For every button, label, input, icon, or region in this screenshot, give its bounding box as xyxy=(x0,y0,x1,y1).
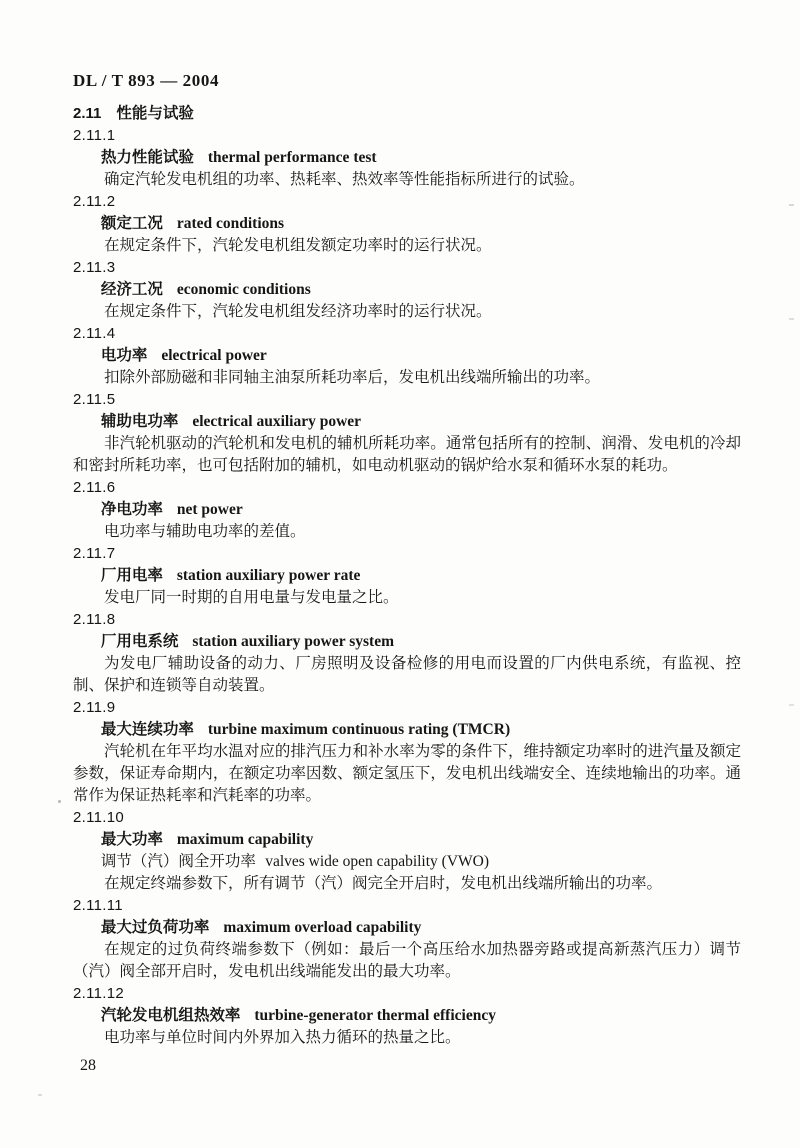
term-line xyxy=(73,345,741,367)
term-entry xyxy=(73,543,741,609)
term-english: rated conditions xyxy=(176,215,285,232)
term-english: net power xyxy=(176,501,243,518)
term-line xyxy=(73,499,741,521)
term-chinese: 汽轮发电机组热效率 xyxy=(100,1007,241,1024)
term-english: electrical auxiliary power xyxy=(192,413,362,430)
definition-text: 扣除外部励磁和非同轴主油泵所耗功率后，发电机出线端所输出的功率。 xyxy=(104,369,601,386)
document-code: DL / T 893 — 2004 xyxy=(73,71,220,90)
scan-artifact xyxy=(789,318,794,320)
document-page xyxy=(73,70,741,1077)
definition-text: 非汽轮机驱动的汽轮机和发电机的辅机所耗功率。通常包括所有的控制、润滑、发电机的冷却和密封所耗功率，也可包括附加的辅机，如电动机驱动的锅炉给水泵和循环水泵的耗功。 xyxy=(73,435,741,474)
term-entry xyxy=(73,125,741,191)
entry-number: 2.11.5 xyxy=(73,391,116,408)
definition-text: 在规定的过负荷终端参数下（例如：最后一个高压给水加热器旁路或提高新蒸汽压力）调节（汽）阀全部开启时，发电机出线端能发出的最大功率。 xyxy=(73,941,741,980)
term-chinese: 最大过负荷功率 xyxy=(100,919,210,936)
entry-number: 2.11.7 xyxy=(73,545,116,562)
entry-number: 2.11.9 xyxy=(73,699,116,716)
term-chinese: 辅助电功率 xyxy=(100,413,179,430)
term-entry xyxy=(73,895,741,983)
entry-number: 2.11.6 xyxy=(73,479,116,496)
term-chinese: 净电功率 xyxy=(100,501,163,518)
term-line xyxy=(73,411,741,433)
scan-artifact xyxy=(58,800,61,803)
section-heading xyxy=(73,103,741,125)
term-chinese: 厂用电系统 xyxy=(100,633,179,650)
entry-number: 2.11.2 xyxy=(73,193,116,210)
definition-text: 电功率与单位时间内外界加入热力循环的热量之比。 xyxy=(104,1029,461,1046)
term-line xyxy=(73,917,741,939)
term-chinese: 热力性能试验 xyxy=(100,149,194,166)
term-line xyxy=(73,1005,741,1027)
alt-term-chinese: 调节（汽）阀全开功率 xyxy=(100,853,256,870)
entry-number: 2.11.8 xyxy=(73,611,116,628)
term-line xyxy=(73,719,741,741)
scan-artifact xyxy=(38,1094,42,1096)
term-entry xyxy=(73,697,741,807)
definition-text: 为发电厂辅助设备的动力、厂房照明及设备检修的用电而设置的厂内供电系统，有监视、控制、保护和连锁等自动装置。 xyxy=(73,655,741,694)
section-title: 性能与试验 xyxy=(116,105,194,122)
term-chinese: 最大功率 xyxy=(100,831,163,848)
term-english: thermal performance test xyxy=(207,149,377,166)
term-line xyxy=(73,631,741,653)
definition-text: 在规定条件下，汽轮发电机组发经济功率时的运行状况。 xyxy=(104,303,492,320)
entry-number: 2.11.10 xyxy=(73,809,125,826)
term-english: turbine maximum continuous rating (TMCR) xyxy=(207,721,511,738)
entry-number: 2.11.1 xyxy=(73,127,116,144)
definition-text: 在规定条件下，汽轮发电机组发额定功率时的运行状况。 xyxy=(104,237,492,254)
term-line xyxy=(73,147,741,169)
definition-text: 在规定终端参数下，所有调节（汽）阀完全开启时，发电机出线端所输出的功率。 xyxy=(104,875,663,892)
term-chinese: 厂用电率 xyxy=(100,567,163,584)
term-english: maximum overload capability xyxy=(223,919,422,936)
definition-text: 确定汽轮发电机组的功率、热耗率、热效率等性能指标所进行的试验。 xyxy=(104,171,585,188)
entry-number: 2.11.12 xyxy=(73,985,125,1002)
term-entry xyxy=(73,983,741,1049)
alt-term-english: valves wide open capability (VWO) xyxy=(265,853,490,870)
term-english: maximum capability xyxy=(176,831,314,848)
term-entry xyxy=(73,477,741,543)
term-chinese: 电功率 xyxy=(100,347,148,364)
term-english: economic conditions xyxy=(176,281,311,298)
term-line xyxy=(73,213,741,235)
scan-artifact xyxy=(789,704,794,706)
entry-number: 2.11.4 xyxy=(73,325,116,342)
term-english: station auxiliary power rate xyxy=(176,567,361,584)
page-number: 28 xyxy=(80,1057,96,1074)
term-entry xyxy=(73,323,741,389)
term-line xyxy=(73,565,741,587)
definition-text: 发电厂同一时期的自用电量与发电量之比。 xyxy=(104,589,399,606)
entry-number: 2.11.11 xyxy=(73,897,123,914)
term-entry xyxy=(73,257,741,323)
entry-number: 2.11.3 xyxy=(73,259,116,276)
term-entry xyxy=(73,191,741,257)
term-chinese: 最大连续功率 xyxy=(100,721,194,738)
term-line xyxy=(73,279,741,301)
term-entry xyxy=(73,389,741,477)
section-number: 2.11 xyxy=(73,105,102,122)
alternate-term-line xyxy=(73,851,741,873)
term-english: station auxiliary power system xyxy=(192,633,394,650)
scan-artifact xyxy=(789,204,794,206)
term-chinese: 额定工况 xyxy=(100,215,163,232)
term-chinese: 经济工况 xyxy=(100,281,163,298)
term-english: turbine-generator thermal efficiency xyxy=(254,1007,496,1024)
definition-text: 电功率与辅助电功率的差值。 xyxy=(104,523,306,540)
term-line xyxy=(73,829,741,851)
definition-text: 汽轮机在年平均水温对应的排汽压力和补水率为零的条件下，维持额定功率时的进汽量及额定参数，保证寿命期内，在额定功率因数、额定氢压下，发电机出线端安全、连续地输出的功率。通常作为保证热耗率和汽耗率的功率。 xyxy=(73,743,741,804)
term-entry xyxy=(73,807,741,895)
term-english: electrical power xyxy=(161,347,267,364)
term-entry xyxy=(73,609,741,697)
